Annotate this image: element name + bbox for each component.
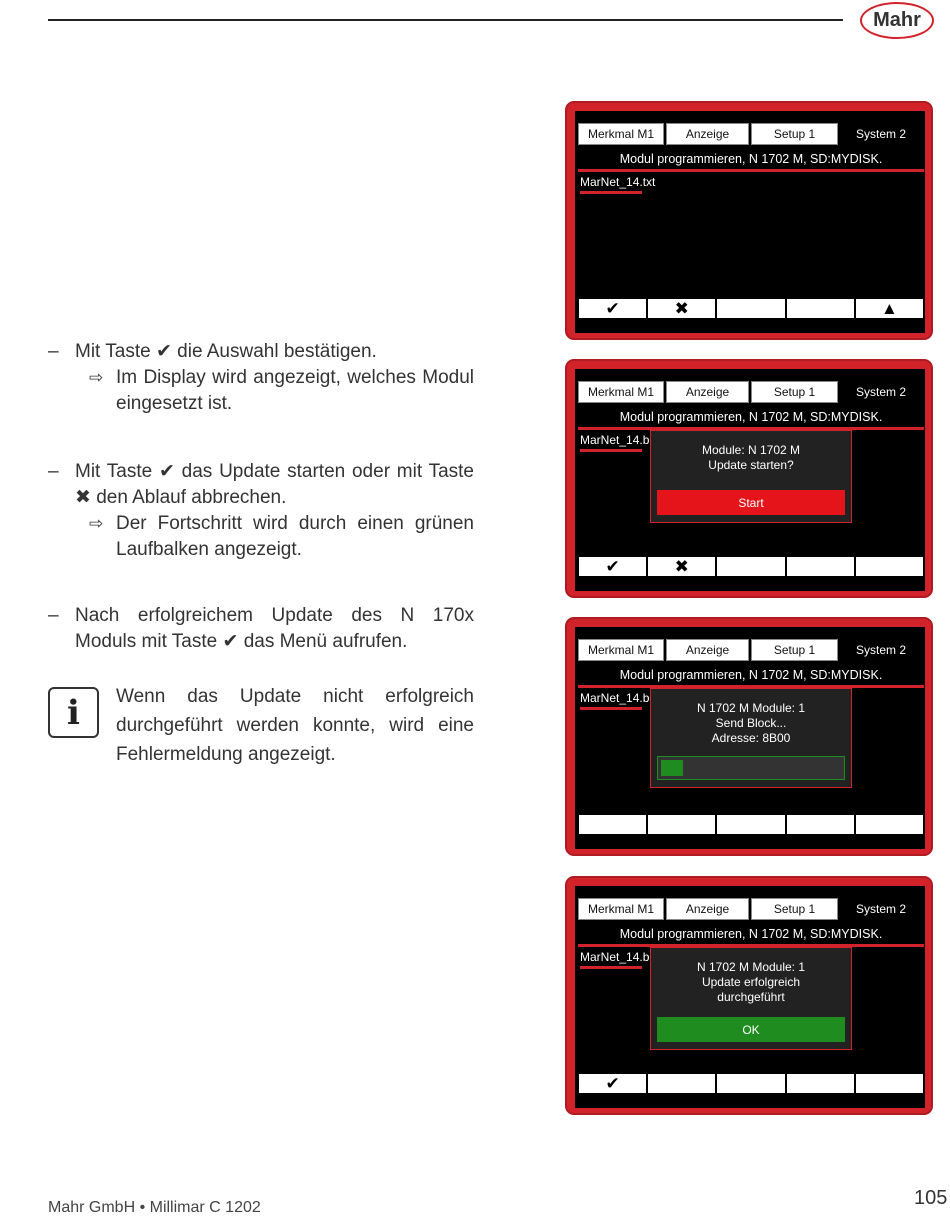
softkey-4[interactable] xyxy=(786,556,855,577)
softkey-bar xyxy=(578,1073,924,1094)
info-icon: i xyxy=(48,687,99,738)
progress-fill xyxy=(661,760,683,776)
softkey-3[interactable] xyxy=(716,298,785,319)
softkey-up[interactable]: ▲ xyxy=(855,298,924,319)
tab-setup[interactable]: Setup 1 xyxy=(751,898,838,920)
tab-bar xyxy=(578,123,924,145)
update-dialog: Module: N 1702 M Update starten? Start xyxy=(650,430,852,523)
step-open-menu: – Nach erfolgreichem Update des N 170x Moduls mit Taste ✔ das Menü aufrufen. xyxy=(48,605,474,652)
page-number: 105 xyxy=(914,1187,948,1209)
softkey-bar xyxy=(578,298,924,319)
step-result: ⇨ Im Display wird angezeigt, welches Modul eingesetzt ist. xyxy=(89,367,474,414)
step-confirm-selection: – Mit Taste ✔ die Auswahl bestätigen. ⇨ Im Display wird angezeigt, welches Modul eingesetzt ist. xyxy=(48,339,474,417)
success-dialog: N 1702 M Module: 1 Update erfolgreich durchgeführt OK xyxy=(650,947,852,1050)
header-rule xyxy=(48,19,843,21)
softkey-confirm[interactable]: ✔ xyxy=(578,298,647,319)
start-button[interactable]: Start xyxy=(657,490,845,515)
tab-system[interactable]: System 2 xyxy=(840,898,922,920)
display xyxy=(575,369,925,591)
step-result: ⇨ Der Fortschritt wird durch einen grünen Laufbalken angezeigt. xyxy=(89,513,474,560)
progress-bar xyxy=(657,756,845,780)
check-icon: ✔ xyxy=(158,461,175,482)
tab-system[interactable]: System 2 xyxy=(840,639,922,661)
softkey-5[interactable] xyxy=(855,814,924,835)
softkey-3[interactable] xyxy=(716,556,785,577)
softkey-3[interactable] xyxy=(716,1073,785,1094)
device-screen-update-success xyxy=(565,876,933,1115)
tab-bar xyxy=(578,381,924,403)
tab-bar xyxy=(578,898,924,920)
softkey-bar xyxy=(578,814,924,835)
display xyxy=(575,627,925,849)
file-item[interactable]: MarNet_14.txt xyxy=(580,175,656,189)
step-start-update: – Mit Taste ✔ das Update starten oder mit Taste ✖ den Ablauf abbrechen. ⇨ Der Fortschritt wird durch einen grünen Laufbalken angezeigt. xyxy=(48,459,474,563)
softkey-2[interactable] xyxy=(647,1073,716,1094)
result-arrow-icon: ⇨ xyxy=(89,368,104,387)
softkey-3[interactable] xyxy=(716,814,785,835)
softkey-cancel[interactable]: ✖ xyxy=(647,556,716,577)
device-screen-update-start xyxy=(565,359,933,598)
softkey-2[interactable] xyxy=(647,814,716,835)
tab-merkmal[interactable]: Merkmal M1 xyxy=(578,639,664,661)
mahr-logo: Mahr xyxy=(860,2,934,39)
softkey-4[interactable] xyxy=(786,1073,855,1094)
file-item[interactable]: MarNet_14.b xyxy=(580,691,650,705)
tab-merkmal[interactable]: Merkmal M1 xyxy=(578,898,664,920)
tab-merkmal[interactable]: Merkmal M1 xyxy=(578,381,664,403)
screen-title: Modul programmieren, N 1702 M, SD:MYDISK. xyxy=(619,410,883,424)
softkey-5[interactable] xyxy=(855,1073,924,1094)
softkey-4[interactable] xyxy=(786,814,855,835)
display xyxy=(575,886,925,1108)
tab-system[interactable]: System 2 xyxy=(840,381,922,403)
footer-company: Mahr GmbH • Millimar C 1202 xyxy=(48,1199,261,1216)
check-icon: ✔ xyxy=(155,341,172,362)
tab-anzeige[interactable]: Anzeige xyxy=(666,381,749,403)
tab-bar xyxy=(578,639,924,661)
device-screen-update-progress xyxy=(565,617,933,856)
progress-dialog: N 1702 M Module: 1 Send Block... Adresse: 8B00 xyxy=(650,688,852,788)
softkey-cancel[interactable]: ✖ xyxy=(647,298,716,319)
device-screen-file-select xyxy=(565,101,933,340)
softkey-bar xyxy=(578,556,924,577)
screen-title: Modul programmieren, N 1702 M, SD:MYDISK. xyxy=(619,927,883,941)
screen-title: Modul programmieren, N 1702 M, SD:MYDISK. xyxy=(619,668,883,682)
screen-title: Modul programmieren, N 1702 M, SD:MYDISK. xyxy=(619,152,883,166)
softkey-confirm[interactable]: ✔ xyxy=(578,556,647,577)
cross-icon: ✖ xyxy=(75,487,91,508)
ok-button[interactable]: OK xyxy=(657,1017,845,1042)
display xyxy=(575,111,925,333)
tab-setup[interactable]: Setup 1 xyxy=(751,639,838,661)
tab-merkmal[interactable]: Merkmal M1 xyxy=(578,123,664,145)
tab-anzeige[interactable]: Anzeige xyxy=(666,898,749,920)
check-icon: ✔ xyxy=(222,631,239,652)
tab-anzeige[interactable]: Anzeige xyxy=(666,639,749,661)
softkey-1[interactable] xyxy=(578,814,647,835)
tab-system[interactable]: System 2 xyxy=(840,123,922,145)
tab-setup[interactable]: Setup 1 xyxy=(751,123,838,145)
file-item[interactable]: MarNet_14.b xyxy=(580,950,650,964)
softkey-confirm[interactable]: ✔ xyxy=(578,1073,647,1094)
tab-setup[interactable]: Setup 1 xyxy=(751,381,838,403)
file-item[interactable]: MarNet_14.b xyxy=(580,433,650,447)
tab-anzeige[interactable]: Anzeige xyxy=(666,123,749,145)
softkey-4[interactable] xyxy=(786,298,855,319)
result-arrow-icon: ⇨ xyxy=(89,514,104,533)
softkey-5[interactable] xyxy=(855,556,924,577)
info-note: Wenn das Update nicht erfolgreich durchgeführt werden konnte, wird eine Fehlermeldung angezeigt. xyxy=(116,686,474,765)
